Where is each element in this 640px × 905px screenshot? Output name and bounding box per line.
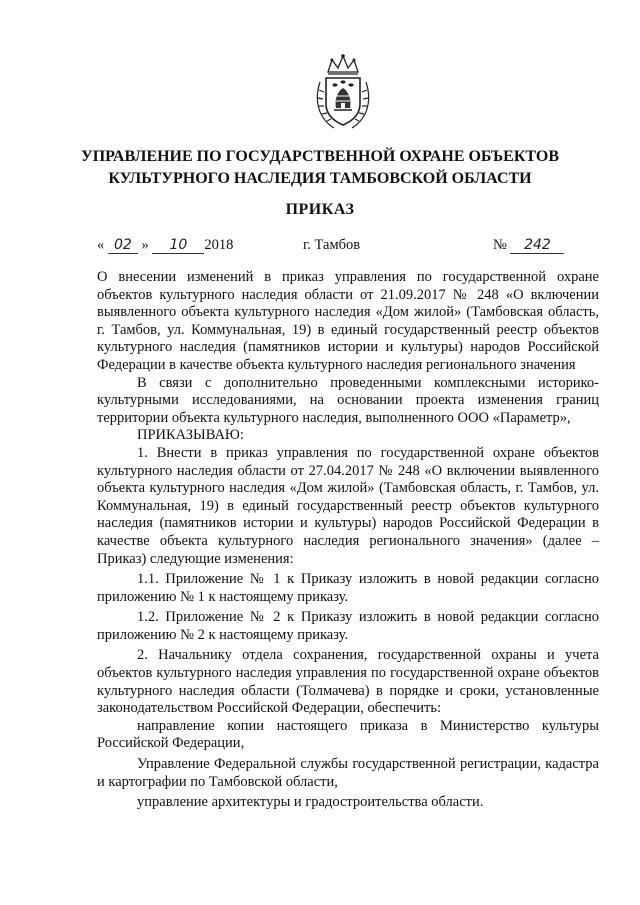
date-year: 2018 xyxy=(204,237,234,253)
order-subject: О внесении изменений в приказ управления по государственной охране объектов культурного наследия области от 21.09.2017 № 248 «О включении выявленного объекта культурного наследия «Дом жилой» (Тамбовская область, г. Тамбов, ул. Коммунальная, 19) в единый государственный реестр объектов культурного наследия (памятников истории и культуры) народов Российской Федерации в качестве объекта культурного наследия регионального значения xyxy=(97,269,599,373)
order-city: г. Тамбов xyxy=(303,237,361,253)
date-month-handwritten: 10 xyxy=(152,237,204,254)
organization-name xyxy=(60,146,580,190)
order-item-1: 1. Внести в приказ управления по государственной охране объектов культурного наследия области от 27.04.2017 № 248 «О включении выявленного объекта культурного наследия «Дом жилой» (Тамбовская область, г. Тамбов, ул. Коммунальная, 19) в единый государственный реестр объектов культурного наследия (памятников истории и культуры) народов Российской Федерации в качестве объекта культурного наследия регионального значения» (далее – Приказ) следующие изменения: xyxy=(97,444,599,567)
date-day-handwritten: 02 xyxy=(108,237,138,254)
recipient-ministry: направление копии настоящего приказа в Министерство культуры Российской Федерации, xyxy=(97,717,599,752)
order-item-1-1: 1.1. Приложение № 1 к Приказу изложить в новой редакции согласно приложению № 1 к настоящему приказу. xyxy=(97,571,599,605)
date-quote-open: « xyxy=(97,237,105,253)
preamble-paragraph: В связи с дополнительно проведенными комплексными историко-культурными исследованиями, на основании проекта изменения границ территории объекта культурного наследия, выполненного ООО «Параметр», xyxy=(97,374,599,426)
order-date xyxy=(97,237,233,254)
organization-name-line-1: УПРАВЛЕНИЕ ПО ГОСУДАРСТВЕННОЙ ОХРАНЕ ОБЪЕКТОВ xyxy=(80,148,559,165)
recipient-architecture: управление архитектуры и градостроительства области. xyxy=(137,794,484,811)
order-number-handwritten: 242 xyxy=(510,237,564,254)
date-line xyxy=(0,237,640,259)
order-number-label: № xyxy=(493,237,507,253)
organization-name-line-2: КУЛЬТУРНОГО НАСЛЕДИЯ ТАМБОВСКОЙ ОБЛАСТИ xyxy=(108,170,532,187)
document-type-title: ПРИКАЗ xyxy=(285,201,355,218)
document-body xyxy=(97,269,599,812)
tambov-coat-of-arms-icon xyxy=(312,52,374,134)
order-directive-word: ПРИКАЗЫВАЮ: xyxy=(137,427,244,444)
date-quote-close: » xyxy=(141,237,149,253)
recipient-rosreestr: Управление Федеральной службы государственной регистрации, кадастра и картографии по Тамбовской области, xyxy=(97,756,599,790)
order-item-2: 2. Начальнику отдела сохранения, государственной охраны и учета объектов культурного наследия управления по государственной охране объектов культурного наследия области (Толмачева) в порядке и сроки, установленные законодательством Российской Федерации, обеспечить: xyxy=(97,647,599,717)
order-number xyxy=(493,237,564,254)
order-item-1-2: 1.2. Приложение № 2 к Приказу изложить в новой редакции согласно приложению № 2 к настоящему приказу. xyxy=(97,609,599,643)
